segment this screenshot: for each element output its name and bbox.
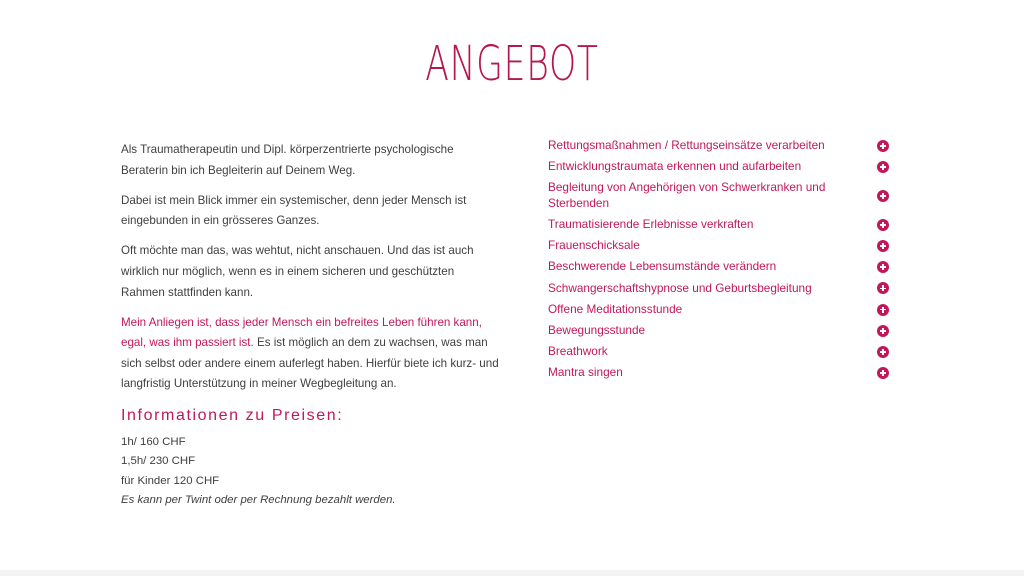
accordion-item-label: Schwangerschaftshypnose und Geburtsbegleitung (548, 280, 812, 295)
page-title: ANGEBOT (425, 36, 599, 92)
plus-circle-icon[interactable] (877, 140, 889, 152)
accordion-item-label: Offene Meditationsstunde (548, 301, 683, 316)
accordion-item-lebensumstaende[interactable] (548, 259, 890, 275)
plus-circle-icon[interactable] (877, 304, 889, 316)
plus-circle-icon[interactable] (877, 261, 889, 273)
plus-circle-icon[interactable] (877, 161, 889, 173)
accordion-item-label: Mantra singen (548, 365, 623, 380)
intro-paragraph-4-text: Es ist möglich an dem zu wachsen, was man sich selbst oder andere einem auferlegt haben. Hierfür biete ich kurz- und langfristig Unterstützung in meiner Wegbegleitung an. (121, 336, 499, 391)
intro-paragraph-1: Als Traumatherapeutin und Dipl. körperzentrierte psychologische Beraterin bin ich Begleiterin auf Deinem Weg. (121, 143, 454, 177)
footer-strip (0, 570, 1024, 576)
accordion-item-frauenschicksale[interactable] (548, 238, 890, 254)
accordion-item-label: Entwicklungstraumata erkennen und aufarbeiten (548, 159, 802, 174)
accordion-item-rettungsmassnahmen[interactable] (548, 138, 890, 154)
intro-paragraph-4 (121, 313, 501, 395)
accordion-item-begleitung-angehoerige[interactable] (548, 180, 890, 211)
plus-circle-icon[interactable] (877, 282, 889, 294)
intro-highlight: Mein Anliegen ist, dass jeder Mensch ein befreites Leben führen kann, egal, was ihm passiert ist. (121, 315, 482, 350)
price-line: für Kinder 120 CHF (121, 474, 220, 487)
intro-paragraph-2: Dabei ist mein Blick immer ein systemischer, denn jeder Mensch ist eingebunden in ein grösseres Ganzes. (121, 193, 467, 228)
accordion-item-label: Breathwork (548, 344, 608, 359)
intro-paragraph-3: Oft möchte man das, was wehtut, nicht anschauen. Und das ist auch wirklich nur möglich, wenn es in einem sicheren und geschützten Rahmen stattfinden kann. (121, 244, 474, 299)
plus-circle-icon[interactable] (877, 240, 889, 252)
plus-circle-icon[interactable] (877, 325, 889, 337)
plus-circle-icon[interactable] (877, 346, 889, 358)
accordion-item-traumatisierende-erlebnisse[interactable] (548, 217, 890, 233)
accordion-item-label: Traumatisierende Erlebnisse verkraften (548, 217, 754, 232)
accordion-item-label: Frauenschicksale (548, 238, 640, 253)
accordion-item-meditationsstunde[interactable] (548, 302, 890, 318)
pricing-title: Informationen zu Preisen: (121, 406, 344, 424)
plus-circle-icon[interactable] (877, 367, 889, 379)
accordion-item-label: Bewegungsstunde (548, 323, 646, 337)
intro-section (121, 140, 501, 511)
price-line: 1h/ 160 CHF (121, 435, 186, 448)
accordion-item-entwicklungstraumata[interactable] (548, 159, 890, 175)
accordion-item-schwangerschaftshypnose[interactable] (548, 281, 890, 297)
accordion-item-label: Rettungsmaßnahmen / Rettungseinsätze verarbeiten (548, 138, 825, 152)
payment-note: Es kann per Twint oder per Rechnung bezahlt werden. (121, 494, 396, 507)
accordion-item-label: Beschwerende Lebensumstände verändern (548, 259, 777, 274)
accordion-item-breathwork[interactable] (548, 344, 890, 360)
accordion-item-mantra-singen[interactable] (548, 365, 890, 381)
price-line: 1,5h/ 230 CHF (121, 455, 196, 468)
plus-circle-icon[interactable] (877, 190, 889, 202)
accordion-item-bewegungsstunde[interactable] (548, 323, 890, 339)
plus-circle-icon[interactable] (877, 219, 889, 231)
accordion-item-label: Begleitung von Angehörigen von Schwerkranken und Sterbenden (548, 180, 826, 210)
services-accordion (548, 138, 890, 387)
